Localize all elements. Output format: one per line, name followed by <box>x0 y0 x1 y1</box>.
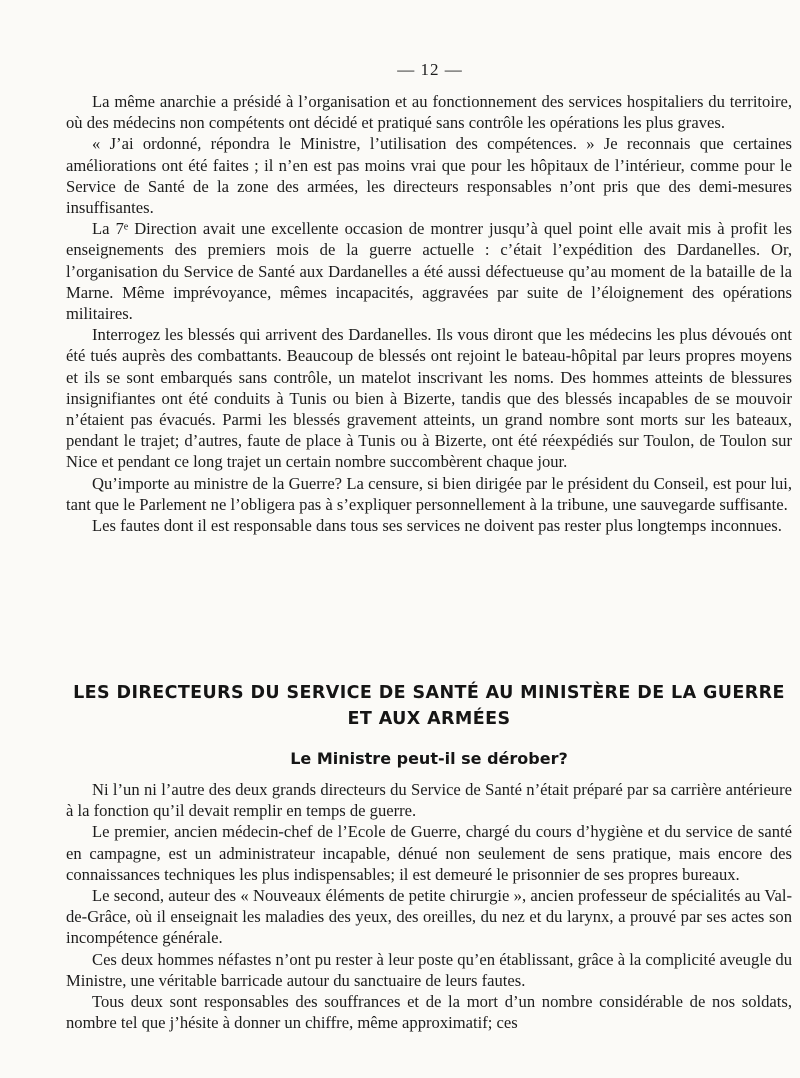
paragraph: La 7ᵉ Direction avait une excellente occasion de montrer jusqu’à quel point elle avait mis à profit les enseignements des premiers mois de la guerre actuelle : c’était l’expédition des Dardanelles. Or, l’organisation du Service de Santé aux Dardanelles a été aussi défectueuse qu’au moment de la bataille de la Marne. Même imprévoyance, mêmes incapacités, aggravées par suite de l’éloignement des opérations militaires. <box>66 219 792 324</box>
section-title <box>66 680 792 732</box>
paragraph: Qu’importe au ministre de la Guerre? La censure, si bien dirigée par le président du Conseil, est pour lui, tant que le Parlement ne l’obligera pas à s’expliquer personnellement à la tribune, une sauvegarde suffisante. <box>66 473 792 514</box>
paragraph: Ni l’un ni l’autre des deux grands directeurs du Service de Santé n’était préparé par sa carrière antérieure à la fonction qu’il devait remplir en temps de guerre. <box>66 780 792 821</box>
section-subtitle: Le Ministre peut-il se dérober? <box>290 749 568 768</box>
paragraph: La même anarchie a présidé à l’organisation et au fonctionnement des services hospitaliers du territoire, où des médecins non compétents ont décidé et pratiqué sans contrôle les opérations les plus graves. <box>66 92 792 133</box>
paragraph: Tous deux sont responsables des souffrances et de la mort d’un nombre considérable de nos soldats, nombre tel que j’hésite à donner un chiffre, même approximatif; ces <box>66 992 792 1033</box>
paragraph: « J’ai ordonné, répondra le Ministre, l’utilisation des compétences. » Je reconnais que certaines améliorations ont été faites ; il n’en est pas moins vrai que pour les hôpitaux de l’intérieur, comme pour le Service de Santé de la zone des armées, les directeurs responsables n’ont pris que des demi-mesures insuffisantes. <box>66 134 792 218</box>
section-title-line: LES DIRECTEURS DU SERVICE DE SANTÉ AU MINISTÈRE DE LA GUERRE <box>73 683 785 703</box>
text-section-a <box>66 91 792 536</box>
page-number: — 12 — <box>397 60 463 79</box>
text-section-b <box>66 779 792 1033</box>
paragraph: Le second, auteur des « Nouveaux éléments de petite chirurgie », ancien professeur de spécialités au Val-de-Grâce, où il enseignait les maladies des yeux, des oreilles, du nez et du larynx, a prouvé par ses actes son incompétence générale. <box>66 886 792 948</box>
paragraph: Interrogez les blessés qui arrivent des Dardanelles. Ils vous diront que les médecins les plus dévoués ont été tués auprès des combattants. Beaucoup de blessés ont rejoint le bateau-hôpital par leurs propres moyens et ils se sont embarqués sans contrôle, un matelot inscrivant les noms. Des hommes atteints de blessures insignifiantes ont été conduits à Tunis ou bien à Bizerte, tandis que des blessés incapables de se mouvoir n’étaient pas évacués. Parmi les blessés gravement atteints, un grand nombre sont morts sur les bateaux, pendant le trajet; d’autres, faute de place à Tunis ou à Bizerte, ont été réexpédiés sur Toulon, de Toulon sur Nice et pendant ce long trajet un certain nombre succombèrent chaque jour. <box>66 325 792 472</box>
paragraph: Les fautes dont il est responsable dans tous ses services ne doivent pas rester plus longtemps inconnues. <box>92 516 782 536</box>
paragraph: Le premier, ancien médecin-chef de l’Ecole de Guerre, chargé du cours d’hygiène et du service de santé en campagne, est un administrateur incapable, dénué non seulement de sens pratique, mais encore des connaissances techniques les plus indispensables; il est demeuré le prisonnier de ses propres bureaux. <box>66 822 792 884</box>
paragraph: Ces deux hommes néfastes n’ont pu rester à leur poste qu’en établissant, grâce à la complicité aveugle du Ministre, une véritable barricade autour du sanctuaire de leurs fautes. <box>66 949 792 990</box>
section-title-line: ET AUX ARMÉES <box>347 709 511 729</box>
